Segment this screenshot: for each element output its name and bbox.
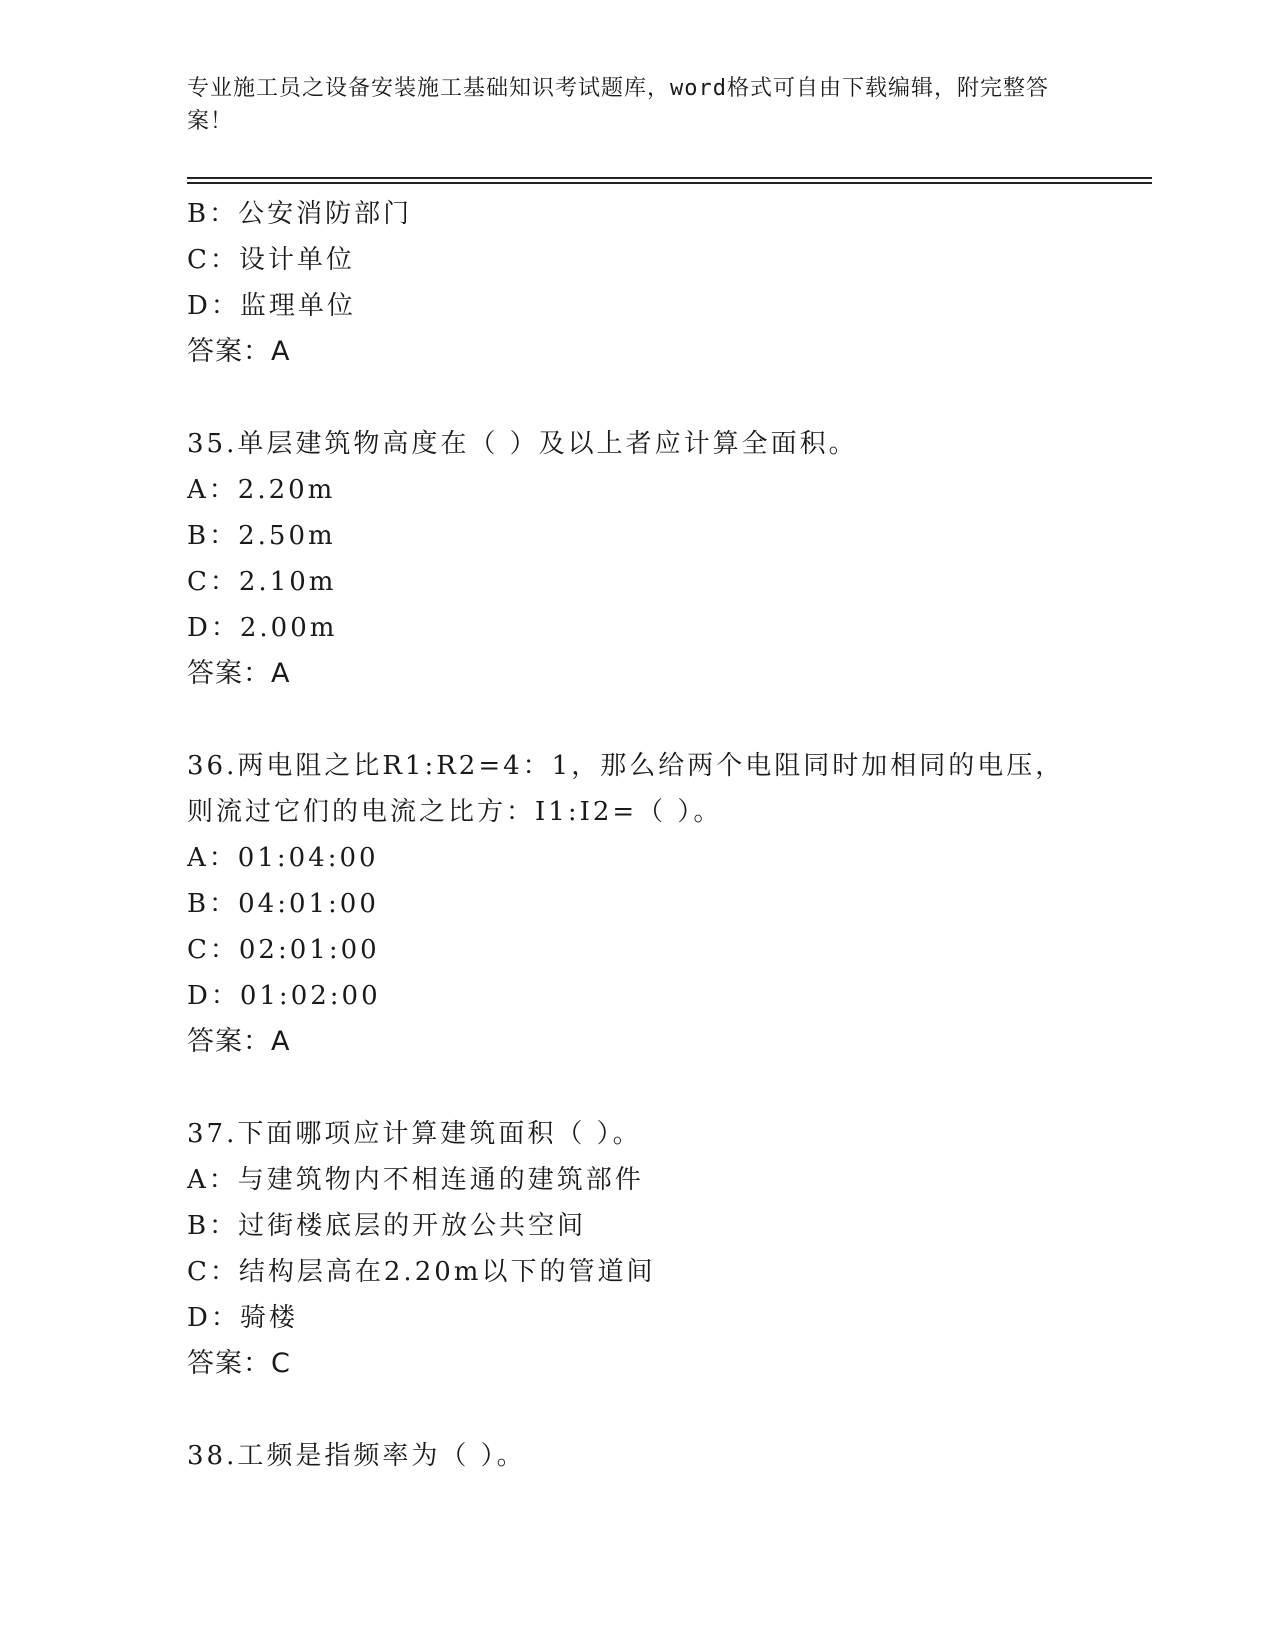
- option-a: A：01:04:00: [187, 843, 379, 873]
- question-36: [187, 743, 1107, 1065]
- document-header: 专业施工员之设备安装施工基础知识考试题库，word格式可自由下载编辑，附完整答案！: [187, 76, 1049, 134]
- spacer: [187, 1065, 1107, 1111]
- question-37: [187, 1111, 1107, 1387]
- option-c: C：2.10m: [187, 567, 337, 597]
- question-text: 36.两电阻之比R1:R2=4：1，那么给两个电阻同时加相同的电压，则流过它们的电流之比方：I1:I2=（ ）。: [187, 751, 1065, 827]
- question-list: [187, 191, 1107, 1479]
- header-divider-top: [187, 177, 1152, 179]
- option-c: C：设计单位: [187, 245, 355, 275]
- option-d: D：监理单位: [187, 291, 356, 321]
- option-c: C：02:01:00: [187, 935, 380, 965]
- question-text: 38.工频是指频率为（ ）。: [187, 1441, 526, 1471]
- answer-line: 答案：A: [187, 1026, 291, 1057]
- option-d: D：2.00m: [187, 613, 338, 643]
- spacer: [187, 1387, 1107, 1433]
- question-35: [187, 421, 1107, 697]
- option-a: A：与建筑物内不相连通的建筑部件: [187, 1165, 644, 1195]
- question-text: 35.单层建筑物高度在（ ）及以上者应计算全面积。: [187, 429, 858, 459]
- option-d: D：01:02:00: [187, 981, 381, 1011]
- option-b: B：过街楼底层的开放公共空间: [187, 1211, 587, 1241]
- question-34-tail: [187, 191, 1107, 375]
- answer-line: 答案：C: [187, 1348, 291, 1379]
- question-38: [187, 1433, 1107, 1479]
- option-b: B：公安消防部门: [187, 199, 413, 229]
- answer-line: 答案：A: [187, 336, 291, 367]
- spacer: [187, 375, 1107, 421]
- option-a: A：2.20m: [187, 475, 336, 505]
- option-d: D：骑楼: [187, 1303, 298, 1333]
- option-b: B：2.50m: [187, 521, 336, 551]
- option-c: C：结构层高在2.20m以下的管道间: [187, 1257, 656, 1287]
- header-divider-bottom: [187, 182, 1152, 184]
- option-b: B：04:01:00: [187, 889, 379, 919]
- spacer: [187, 697, 1107, 743]
- question-text: 37.下面哪项应计算建筑面积（ ）。: [187, 1119, 642, 1149]
- answer-line: 答案：A: [187, 658, 291, 689]
